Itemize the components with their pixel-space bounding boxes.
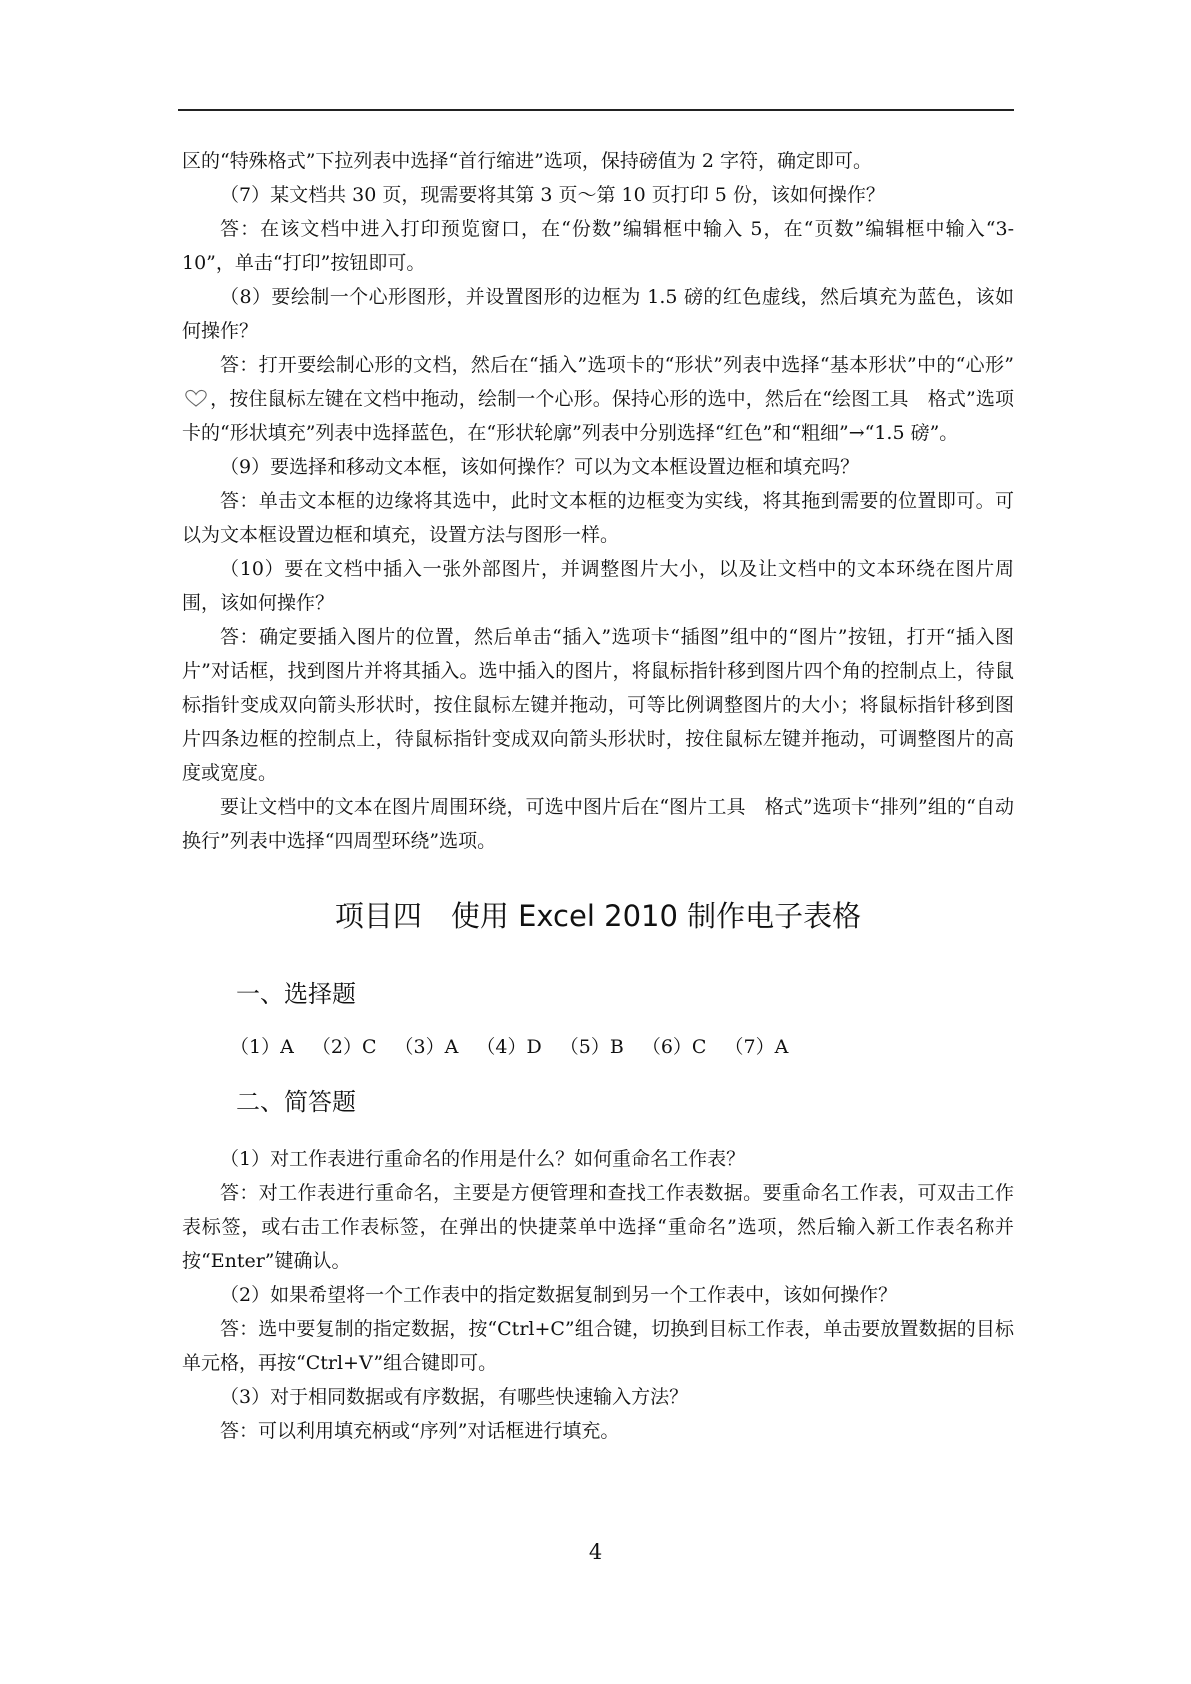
header-rule xyxy=(178,109,1014,111)
section-title-choice: 一、选择题 xyxy=(236,980,356,1008)
answer-10-wrap: 要让文档中的文本在图片周围环绕，可选中图片后在“图片工具 格式”选项卡“排列”组的“自动换行”列表中选择“四周型环绕”选项。 xyxy=(182,796,1014,852)
part-title: 项目四 使用 Excel 2010 制作电子表格 xyxy=(334,899,862,933)
short-answer-2: 答：选中要复制的指定数据，按“Ctrl+C”组合键，切换到目标工作表，单击要放置数据的目标单元格，再按“Ctrl+V”组合键即可。 xyxy=(182,1318,1014,1374)
short-answer-3: 答：可以利用填充柄或“序列”对话框进行填充。 xyxy=(220,1420,620,1442)
question-9: （9）要选择和移动文本框，该如何操作？可以为文本框设置边框和填充吗？ xyxy=(220,456,860,478)
document-body xyxy=(182,144,1014,1448)
paragraph: 区的“特殊格式”下拉列表中选择“首行缩进”选项，保持磅值为 2 字符，确定即可。 xyxy=(182,150,873,172)
short-question-2: （2）如果希望将一个工作表中的指定数据复制到另一个工作表中，该如何操作？ xyxy=(220,1284,898,1306)
answer-10: 答：确定要插入图片的位置，然后单击“插入”选项卡“插图”组中的“图片”按钮，打开“插入图片”对话框，找到图片并将其插入。选中插入的图片，将鼠标指针移到图片四个角的控制点上，待鼠标指针变成双向箭头形状时，按住鼠标左键并拖动，可等比例调整图片的大小；将鼠标指针移到图片四条边框的控制点上，待鼠标指针变成双向箭头形状时，按住鼠标左键并拖动，可调整图片的高度或宽度。 xyxy=(182,626,1014,784)
answer-7: 答：在该文档中进入打印预览窗口，在“份数”编辑框中输入 5，在“页数”编辑框中输入“3-10”，单击“打印”按钮即可。 xyxy=(182,218,1014,274)
page-number: 4 xyxy=(588,1540,603,1564)
short-question-3: （3）对于相同数据或有序数据，有哪些快速输入方法？ xyxy=(220,1386,689,1408)
heart-outline-icon xyxy=(184,388,208,408)
answer-8 xyxy=(182,348,1014,450)
section-title-short-answer: 二、简答题 xyxy=(236,1088,356,1116)
question-7: （7）某文档共 30 页，现需要将其第 3 页～第 10 页打印 5 份，该如何操作？ xyxy=(220,184,885,206)
question-10: （10）要在文档中插入一张外部图片，并调整图片大小，以及让文档中的文本环绕在图片周围，该如何操作？ xyxy=(182,558,1014,614)
short-answer-1: 答：对工作表进行重命名，主要是方便管理和查找工作表数据。要重命名工作表，可双击工作表标签，或右击工作表标签，在弹出的快捷菜单中选择“重命名”选项，然后输入新工作表名称并按“Enter”键确认。 xyxy=(182,1182,1014,1272)
question-8: （8）要绘制一个心形图形，并设置图形的边框为 1.5 磅的红色虚线，然后填充为蓝色，该如何操作？ xyxy=(182,286,1014,342)
answer-8-part-1: 答：打开要绘制心形的文档，然后在“插入”选项卡的“形状”列表中选择“基本形状”中的“心形” xyxy=(220,354,1014,376)
short-question-1: （1）对工作表进行重命名的作用是什么？如何重命名工作表？ xyxy=(220,1148,746,1170)
choice-answers: （1）A （2）C （3）A （4）D （5）B （6）C （7）A xyxy=(230,1036,789,1058)
answer-9: 答：单击文本框的边缘将其选中，此时文本框的边框变为实线，将其拖到需要的位置即可。可以为文本框设置边框和填充，设置方法与图形一样。 xyxy=(182,490,1014,546)
answer-8-part-2: ，按住鼠标左键在文档中拖动，绘制一个心形。保持心形的选中，然后在“绘图工具 格式”选项卡的“形状填充”列表中选择蓝色，在“形状轮廓”列表中分别选择“红色”和“粗细”→“1.5 磅”。 xyxy=(182,388,1014,444)
